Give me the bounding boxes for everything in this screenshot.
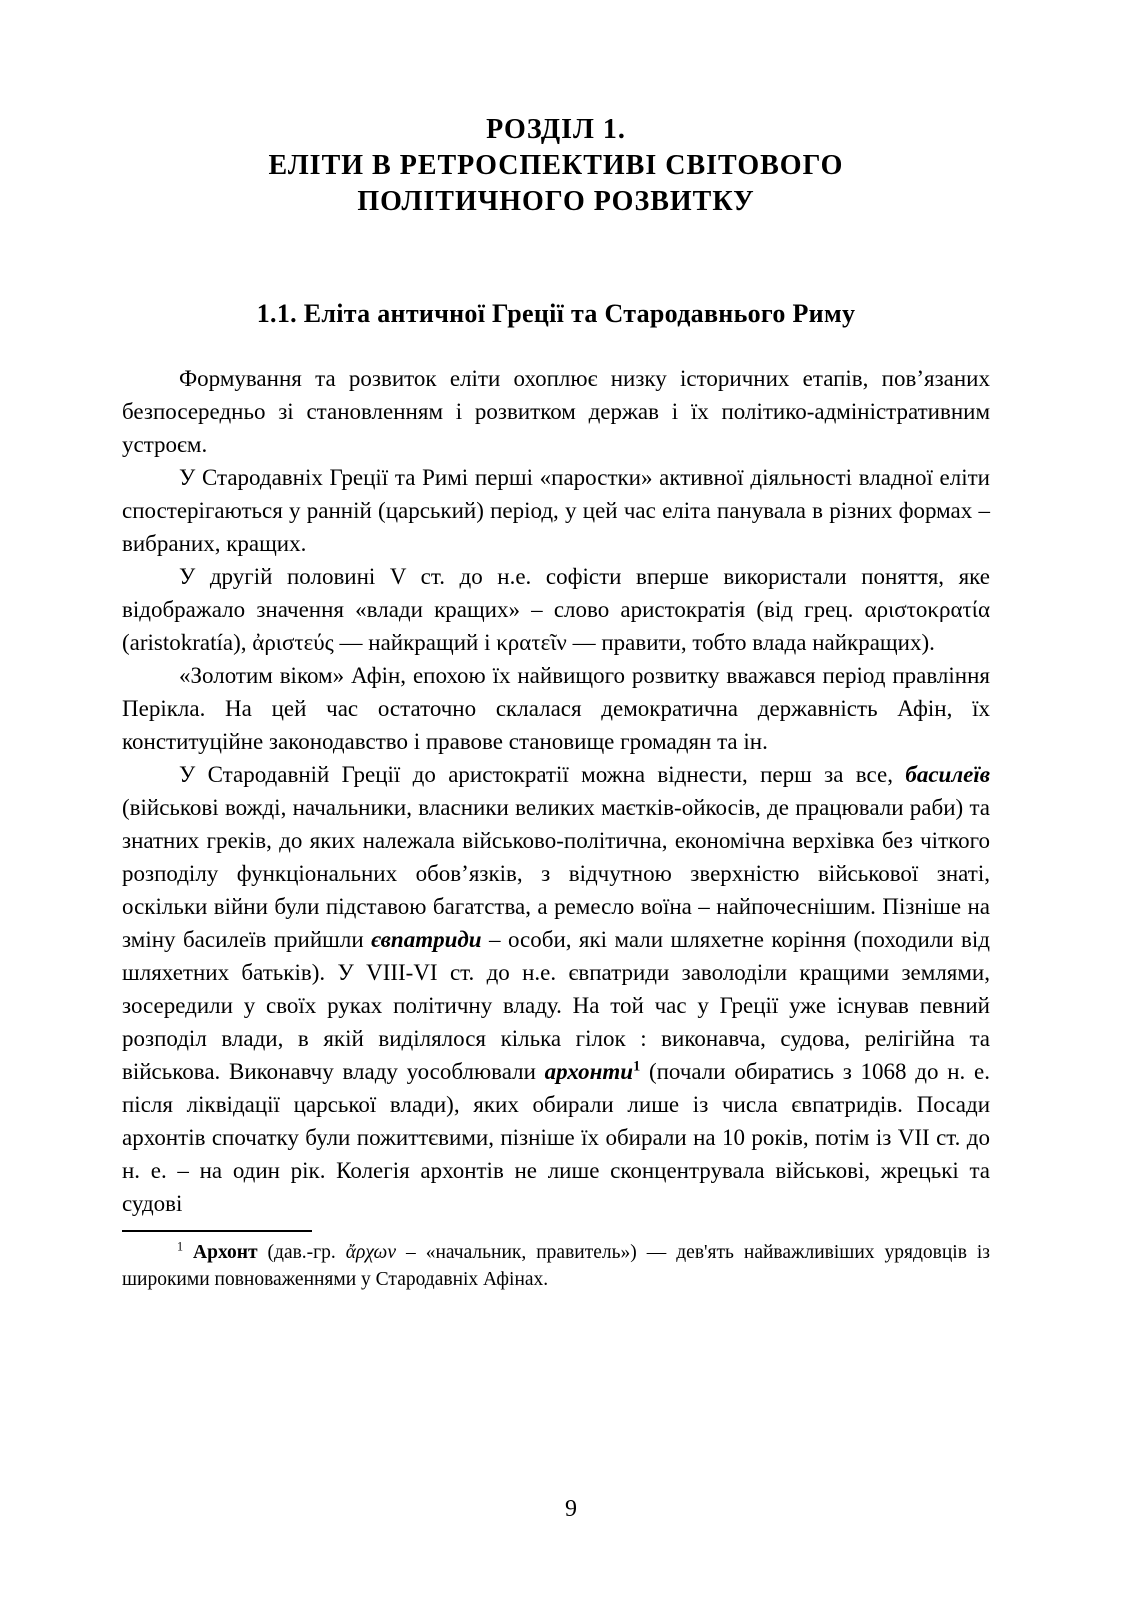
text-segment: У другій половині V ст. до н.е. софісти вперше використали поняття, яке відображало значення «влади кращих» – слово аристократія (від грец. αριστοκρατία (aristokratía), ἀριστεύς — найкращий і κρατεῖν — правити, тобто влада найкращих). bbox=[122, 564, 990, 655]
text-segment: (почали обиратись з 1068 до н. е. після ліквідації царської влади), яких обирали лише із числа євпатридів. Посади архонтів спочатку були пожиттєвими, пізніше їх обирали на 10 років, потім із VII ст. до н. е. – на один рік. Колегія архонтів не лише сконцентрувала військові, жрецькі та судові bbox=[122, 1059, 990, 1216]
text-segment: 1 bbox=[633, 1058, 641, 1075]
paragraph bbox=[122, 758, 990, 1220]
text-segment: Архонт bbox=[193, 1242, 258, 1263]
paragraph bbox=[122, 659, 990, 758]
chapter-title-line-3: ПОЛІТИЧНОГО РОЗВИТКУ bbox=[357, 186, 755, 217]
chapter-title-line-1: РОЗДІЛ 1. bbox=[486, 114, 626, 145]
text-segment: «Золотим віком» Афін, епохою їх найвищого розвитку вважався період правління Перікла. На цей час остаточно склалася демократична державність Афін, їх конституційне законодавство і правове становище громадян та ін. bbox=[122, 663, 990, 754]
section-title: 1.1. Еліта античної Греції та Стародавнього Риму bbox=[256, 299, 856, 328]
body-paragraphs bbox=[122, 362, 990, 1220]
text-segment: басилеїв bbox=[905, 762, 990, 787]
text-segment bbox=[183, 1242, 193, 1263]
footnote bbox=[122, 1230, 990, 1293]
text-segment: ἄρχων bbox=[345, 1242, 396, 1263]
footnote-text bbox=[122, 1239, 990, 1293]
text-segment: У Стародавній Греції до аристократії можна віднести, перш за все, bbox=[179, 762, 906, 787]
paragraph bbox=[122, 461, 990, 560]
text-segment: євпатриди bbox=[371, 927, 482, 952]
text-segment: 1 bbox=[177, 1239, 184, 1254]
text-segment: – особи, які мали шляхетне коріння (походили від шляхетних батьків). У VIII-VI ст. до н.е. євпатриди заволоділи кращими землями, зосередили у своїх руках політичну владу. На той час у Греції уже існував певний розподіл влади, в якій виділялося кілька гілок : виконавча, судова, релігійна та військова. Виконавчу владу уособлювали bbox=[122, 927, 990, 1084]
paragraph bbox=[122, 560, 990, 659]
text-segment: – «начальник, правитель») — дев'ять найважливіших урядовців із широкими повноваженнями у Стародавніх Афінах. bbox=[122, 1242, 991, 1290]
text-segment: архонти bbox=[544, 1059, 634, 1084]
chapter-title-line-2: ЕЛІТИ В РЕТРОСПЕКТИВІ СВІТОВОГО bbox=[268, 150, 844, 181]
page-number: 9 bbox=[565, 1496, 577, 1522]
footnote-divider bbox=[122, 1230, 312, 1232]
text-segment: У Стародавніх Греції та Римі перші «паростки» активної діяльності владної еліти спостерігаються у ранній (царський) період, у цей час еліта панувала в різних формах – вибраних, кращих. bbox=[122, 465, 990, 556]
paragraph bbox=[122, 362, 990, 461]
chapter-title bbox=[122, 112, 990, 220]
text-segment: Формування та розвиток еліти охоплює низку історичних етапів, пов’язаних безпосередньо зі становленням і розвитком держав і їх політико-адміністративним устроєм. bbox=[122, 366, 990, 457]
text-segment: (військові вожді, начальники, власники великих маєтків-ойкосів, де працювали раби) та знатних греків, до яких належала військово-політична, економічна верхівка без чіткого розподілу функціональних обов’язків, з відчутною зверхністю військової знаті, оскільки війни були підставою багатства, а ремесло воїна – найпочеснішим. Пізніше на зміну басилеїв прийшли bbox=[122, 795, 990, 952]
text-segment: (дав.-гр. bbox=[257, 1242, 346, 1263]
